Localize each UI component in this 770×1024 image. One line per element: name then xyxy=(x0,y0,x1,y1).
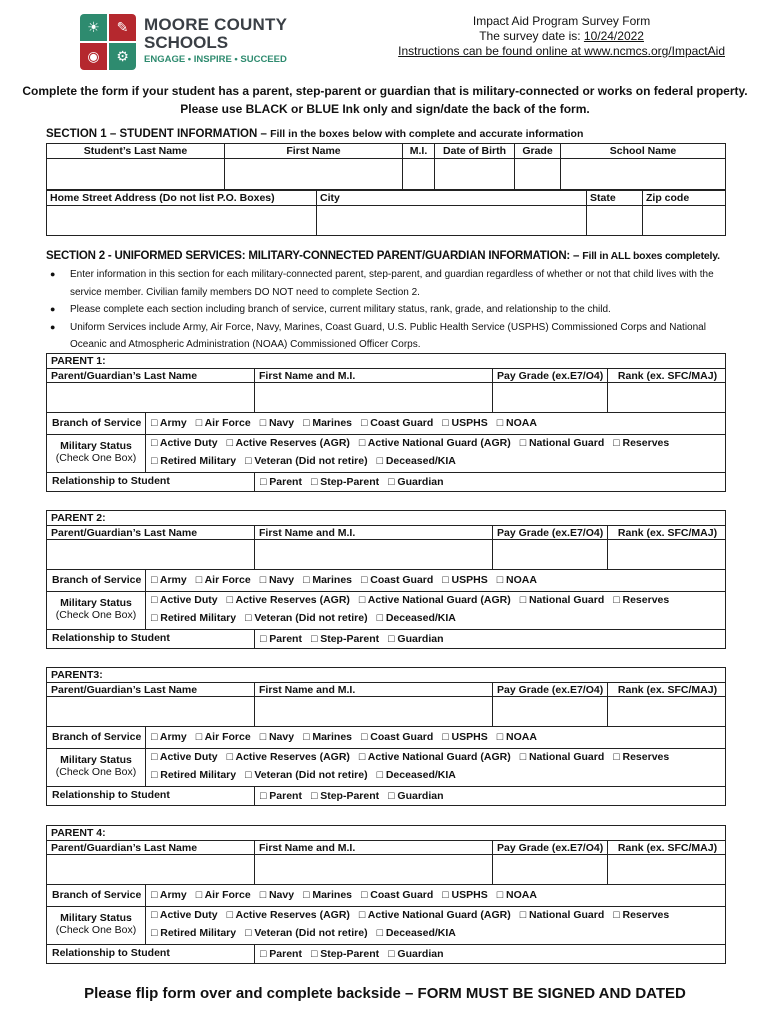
status-checkbox[interactable]: □ Reserves xyxy=(613,751,670,763)
relationship-checkbox[interactable]: □ Parent xyxy=(260,948,302,960)
rank-label: Rank (ex. SFC/MAJ) xyxy=(607,841,727,854)
parent-first-name-field[interactable] xyxy=(254,383,492,412)
parent-last-name-field[interactable] xyxy=(47,540,254,569)
status-checkbox[interactable]: □ Active National Guard (AGR) xyxy=(358,909,511,921)
section2-instructions xyxy=(50,266,730,354)
relationship-options xyxy=(260,948,453,960)
parent-4-block xyxy=(46,825,726,964)
status-checkbox[interactable]: □ Veteran (Did not retire) xyxy=(245,612,368,624)
status-checkbox[interactable]: □ Deceased/KIA xyxy=(376,612,456,624)
status-checkbox[interactable]: □ Active National Guard (AGR) xyxy=(358,594,511,606)
intro-text xyxy=(0,82,770,118)
parent-last-name-label: Parent/Guardian’s Last Name xyxy=(51,527,198,539)
status-checkbox[interactable]: □ Reserves xyxy=(613,909,670,921)
status-checkbox[interactable]: □ National Guard xyxy=(519,909,605,921)
student-first-name-label: First Name xyxy=(225,144,403,159)
parent-title: PARENT 4: xyxy=(51,827,106,839)
branch-options xyxy=(151,417,546,429)
status-label: Military Status (Check One Box) xyxy=(55,440,137,464)
status-checkbox[interactable]: □ Active Duty xyxy=(151,909,218,921)
logo-mark-icon: ☀ ✎ ◉ ⚙ xyxy=(80,14,138,72)
pay-grade-field[interactable] xyxy=(492,697,607,726)
rank-field[interactable] xyxy=(607,383,727,412)
city-label: City xyxy=(317,191,587,206)
footer-note: Please flip form over and complete backside – FORM MUST BE SIGNED AND DATED xyxy=(84,985,686,1002)
branch-checkbox[interactable]: □ Navy xyxy=(259,889,295,901)
status-checkbox[interactable]: □ Active Duty xyxy=(151,594,218,606)
status-checkbox[interactable]: □ Retired Military xyxy=(151,769,237,781)
branch-checkbox[interactable]: □ Marines xyxy=(303,574,353,586)
relationship-checkbox[interactable]: □ Step-Parent xyxy=(310,948,380,960)
status-checkbox[interactable]: □ Retired Military xyxy=(151,455,237,467)
parent-1-block xyxy=(46,353,726,492)
status-checkbox[interactable]: □ Active Duty xyxy=(151,437,218,449)
intro-line-1: Complete the form if your student has a parent, step-parent or guardian that is military-connected or works on federal property. xyxy=(22,84,748,98)
branch-checkbox[interactable]: □ Army xyxy=(151,889,187,901)
logo-name-line2: SCHOOLS xyxy=(144,33,229,52)
pay-grade-field[interactable] xyxy=(492,540,607,569)
parent-name-header-row xyxy=(47,840,725,854)
parent-3-block xyxy=(46,667,726,806)
pay-grade-label: Pay Grade (ex.E7/O4) xyxy=(492,369,607,382)
parent-last-name-label: Parent/Guardian’s Last Name xyxy=(51,684,198,696)
school-name-label: School Name xyxy=(561,144,726,159)
status-row xyxy=(47,748,725,786)
school-logo xyxy=(80,14,300,76)
branch-checkbox[interactable]: □ Navy xyxy=(259,574,295,586)
branch-checkbox[interactable]: □ USPHS xyxy=(442,889,488,901)
branch-checkbox[interactable]: □ Air Force xyxy=(195,731,251,743)
status-checkbox[interactable]: □ Veteran (Did not retire) xyxy=(245,769,368,781)
student-address-table xyxy=(46,190,726,236)
relationship-checkbox[interactable]: □ Step-Parent xyxy=(310,633,380,645)
rank-field[interactable] xyxy=(607,540,727,569)
parent-name-input-row xyxy=(47,539,725,569)
relationship-label: Relationship to Student xyxy=(52,947,170,959)
parent-first-name-label: First Name and M.I. xyxy=(254,369,492,382)
relationship-row xyxy=(47,944,725,963)
relationship-label: Relationship to Student xyxy=(52,475,170,487)
address-label: Home Street Address (Do not list P.O. Boxes) xyxy=(47,191,317,206)
status-checkbox[interactable]: □ Active Duty xyxy=(151,751,218,763)
parent-last-name-field[interactable] xyxy=(47,383,254,412)
status-options-row-2 xyxy=(151,455,465,467)
branch-checkbox[interactable]: □ Air Force xyxy=(195,574,251,586)
status-checkbox[interactable]: □ Veteran (Did not retire) xyxy=(245,927,368,939)
relationship-checkbox[interactable]: □ Guardian xyxy=(388,476,444,488)
branch-checkbox[interactable]: □ Marines xyxy=(303,417,353,429)
parent-title: PARENT3: xyxy=(51,669,103,681)
status-options-row-2 xyxy=(151,612,465,624)
student-info-table xyxy=(46,143,726,190)
logo-name-line1: MOORE COUNTY xyxy=(144,15,288,34)
school-name-field[interactable] xyxy=(561,159,726,190)
branch-checkbox[interactable]: □ NOAA xyxy=(496,731,537,743)
student-dob-field[interactable] xyxy=(435,159,515,190)
branch-checkbox[interactable]: □ USPHS xyxy=(442,417,488,429)
parent-title: PARENT 2: xyxy=(51,512,106,524)
pay-grade-field[interactable] xyxy=(492,855,607,884)
parent-last-name-label: Parent/Guardian’s Last Name xyxy=(51,842,198,854)
branch-row xyxy=(47,412,725,434)
student-dob-label: Date of Birth xyxy=(435,144,515,159)
parent-last-name-field[interactable] xyxy=(47,855,254,884)
branch-checkbox[interactable]: □ Coast Guard xyxy=(361,574,434,586)
branch-checkbox[interactable]: □ Marines xyxy=(303,889,353,901)
branch-label: Branch of Service xyxy=(52,574,142,586)
status-checkbox[interactable]: □ Reserves xyxy=(613,437,670,449)
status-options-row-2 xyxy=(151,927,465,939)
pay-grade-label: Pay Grade (ex.E7/O4) xyxy=(492,841,607,854)
form-header-info xyxy=(398,14,725,59)
branch-checkbox[interactable]: □ Air Force xyxy=(195,889,251,901)
branch-checkbox[interactable]: □ NOAA xyxy=(496,889,537,901)
parent-first-name-label: First Name and M.I. xyxy=(254,683,492,696)
status-row xyxy=(47,591,725,629)
branch-checkbox[interactable]: □ Marines xyxy=(303,731,353,743)
student-grade-label: Grade xyxy=(515,144,561,159)
branch-checkbox[interactable]: □ Army xyxy=(151,574,187,586)
parent-last-name-label: Parent/Guardian’s Last Name xyxy=(51,370,198,382)
relationship-checkbox[interactable]: □ Guardian xyxy=(388,633,444,645)
parent-name-header-row xyxy=(47,368,725,382)
status-checkbox[interactable]: □ National Guard xyxy=(519,437,605,449)
relationship-options xyxy=(260,790,453,802)
status-label: Military Status (Check One Box) xyxy=(55,597,137,621)
instruction-bullet: ● Uniform Services include Army, Air Force, Navy, Marines, Coast Guard, U.S. Public Health Service (USPHS) Commissioned Corps and National Oceanic and Atmospheric Administration (NOAA) Commissioned Officer Corps. xyxy=(50,319,730,354)
branch-checkbox[interactable]: □ Coast Guard xyxy=(361,889,434,901)
status-checkbox[interactable]: □ Active Reserves (AGR) xyxy=(226,909,350,921)
state-label: State xyxy=(587,191,643,206)
status-checkbox[interactable]: □ Retired Military xyxy=(151,927,237,939)
parent-name-input-row xyxy=(47,382,725,412)
branch-checkbox[interactable]: □ USPHS xyxy=(442,731,488,743)
status-checkbox[interactable]: □ Retired Military xyxy=(151,612,237,624)
student-last-name-label: Student’s Last Name xyxy=(47,144,225,159)
rank-field[interactable] xyxy=(607,855,727,884)
status-options-row-1 xyxy=(151,594,678,606)
rank-label: Rank (ex. SFC/MAJ) xyxy=(607,369,727,382)
relationship-row xyxy=(47,472,725,491)
form-title: Impact Aid Program Survey Form xyxy=(472,14,651,28)
status-row xyxy=(47,906,725,944)
student-last-name-field[interactable] xyxy=(47,159,225,190)
parent-name-input-row xyxy=(47,696,725,726)
relationship-checkbox[interactable]: □ Guardian xyxy=(388,948,444,960)
branch-options xyxy=(151,731,546,743)
state-field[interactable] xyxy=(587,206,643,236)
status-checkbox[interactable]: □ Deceased/KIA xyxy=(376,455,456,467)
parent-first-name-field[interactable] xyxy=(254,540,492,569)
status-checkbox[interactable]: □ Active National Guard (AGR) xyxy=(358,751,511,763)
branch-checkbox[interactable]: □ Air Force xyxy=(195,417,251,429)
parent-last-name-field[interactable] xyxy=(47,697,254,726)
branch-checkbox[interactable]: □ Army xyxy=(151,731,187,743)
branch-options xyxy=(151,889,546,901)
branch-checkbox[interactable]: □ NOAA xyxy=(496,574,537,586)
status-checkbox[interactable]: □ National Guard xyxy=(519,751,605,763)
survey-date: 10/24/2022 xyxy=(583,29,644,43)
relationship-options xyxy=(260,476,453,488)
parent-title: PARENT 1: xyxy=(51,355,106,367)
pay-grade-field[interactable] xyxy=(492,383,607,412)
branch-checkbox[interactable]: □ USPHS xyxy=(442,574,488,586)
parent-first-name-field[interactable] xyxy=(254,697,492,726)
branch-options xyxy=(151,574,546,586)
relationship-row xyxy=(47,629,725,648)
student-mi-label: M.I. xyxy=(403,144,435,159)
relationship-label: Relationship to Student xyxy=(52,789,170,801)
status-checkbox[interactable]: □ Active National Guard (AGR) xyxy=(358,437,511,449)
status-checkbox[interactable]: □ National Guard xyxy=(519,594,605,606)
instruction-bullet: ● Enter information in this section for each military-connected parent, step-parent, and guardian regardless of whether or not that child lives with the service member. Civilian family members DO NOT need to complete Section 2. xyxy=(50,266,730,301)
status-options-row-1 xyxy=(151,909,678,921)
instructions-link[interactable]: Instructions can be found online at www.ncmcs.org/ImpactAid xyxy=(398,44,725,58)
branch-checkbox[interactable]: □ Coast Guard xyxy=(361,731,434,743)
branch-checkbox[interactable]: □ NOAA xyxy=(496,417,537,429)
rank-label: Rank (ex. SFC/MAJ) xyxy=(607,526,727,539)
address-field[interactable] xyxy=(47,206,317,236)
parent-first-name-field[interactable] xyxy=(254,855,492,884)
branch-checkbox[interactable]: □ Coast Guard xyxy=(361,417,434,429)
parent-name-input-row xyxy=(47,854,725,884)
relationship-checkbox[interactable]: □ Parent xyxy=(260,633,302,645)
logo-tagline: ENGAGE • INSPIRE • SUCCEED xyxy=(144,54,287,65)
status-checkbox[interactable]: □ Active Reserves (AGR) xyxy=(226,594,350,606)
status-checkbox[interactable]: □ Deceased/KIA xyxy=(376,769,456,781)
branch-row xyxy=(47,884,725,906)
status-checkbox[interactable]: □ Active Reserves (AGR) xyxy=(226,437,350,449)
status-checkbox[interactable]: □ Veteran (Did not retire) xyxy=(245,455,368,467)
branch-checkbox[interactable]: □ Army xyxy=(151,417,187,429)
status-label: Military Status (Check One Box) xyxy=(55,754,137,778)
branch-checkbox[interactable]: □ Navy xyxy=(259,731,295,743)
relationship-row xyxy=(47,786,725,805)
section2-title: SECTION 2 - UNIFORMED SERVICES: MILITARY-CONNECTED PARENT/GUARDIAN INFORMATION: – Fill in ALL boxes completely. xyxy=(46,250,720,262)
city-field[interactable] xyxy=(317,206,587,236)
status-checkbox[interactable]: □ Reserves xyxy=(613,594,670,606)
zip-label: Zip code xyxy=(643,191,726,206)
page-header xyxy=(0,0,770,80)
status-row xyxy=(47,434,725,472)
branch-label: Branch of Service xyxy=(52,731,142,743)
student-grade-field[interactable] xyxy=(515,159,561,190)
branch-label: Branch of Service xyxy=(52,417,142,429)
branch-row xyxy=(47,569,725,591)
section1-title: SECTION 1 – STUDENT INFORMATION – Fill in the boxes below with complete and accurate information xyxy=(46,128,584,140)
student-first-name-field[interactable] xyxy=(225,159,403,190)
status-checkbox[interactable]: □ Deceased/KIA xyxy=(376,927,456,939)
relationship-checkbox[interactable]: □ Step-Parent xyxy=(310,476,380,488)
relationship-checkbox[interactable]: □ Guardian xyxy=(388,790,444,802)
branch-row xyxy=(47,726,725,748)
relationship-options xyxy=(260,633,453,645)
status-label: Military Status (Check One Box) xyxy=(55,912,137,936)
parent-first-name-label: First Name and M.I. xyxy=(254,841,492,854)
status-options-row-2 xyxy=(151,769,465,781)
relationship-checkbox[interactable]: □ Parent xyxy=(260,476,302,488)
branch-label: Branch of Service xyxy=(52,889,142,901)
branch-checkbox[interactable]: □ Navy xyxy=(259,417,295,429)
status-options-row-1 xyxy=(151,751,678,763)
parent-2-block xyxy=(46,510,726,649)
status-checkbox[interactable]: □ Active Reserves (AGR) xyxy=(226,751,350,763)
zip-field[interactable] xyxy=(643,206,726,236)
parent-first-name-label: First Name and M.I. xyxy=(254,526,492,539)
pay-grade-label: Pay Grade (ex.E7/O4) xyxy=(492,683,607,696)
intro-line-2: Please use BLACK or BLUE Ink only and sign/date the back of the form. xyxy=(180,102,590,116)
student-mi-field[interactable] xyxy=(403,159,435,190)
instruction-bullet: ● Please complete each section including branch of service, current military status, rank, grade, and relationship to the child. xyxy=(50,301,730,319)
pay-grade-label: Pay Grade (ex.E7/O4) xyxy=(492,526,607,539)
status-options-row-1 xyxy=(151,437,678,449)
rank-field[interactable] xyxy=(607,697,727,726)
rank-label: Rank (ex. SFC/MAJ) xyxy=(607,683,727,696)
parent-name-header-row xyxy=(47,525,725,539)
relationship-label: Relationship to Student xyxy=(52,632,170,644)
survey-date-line: The survey date is: 10/24/2022 xyxy=(479,29,644,43)
parent-name-header-row xyxy=(47,682,725,696)
relationship-checkbox[interactable]: □ Parent xyxy=(260,790,302,802)
relationship-checkbox[interactable]: □ Step-Parent xyxy=(310,790,380,802)
